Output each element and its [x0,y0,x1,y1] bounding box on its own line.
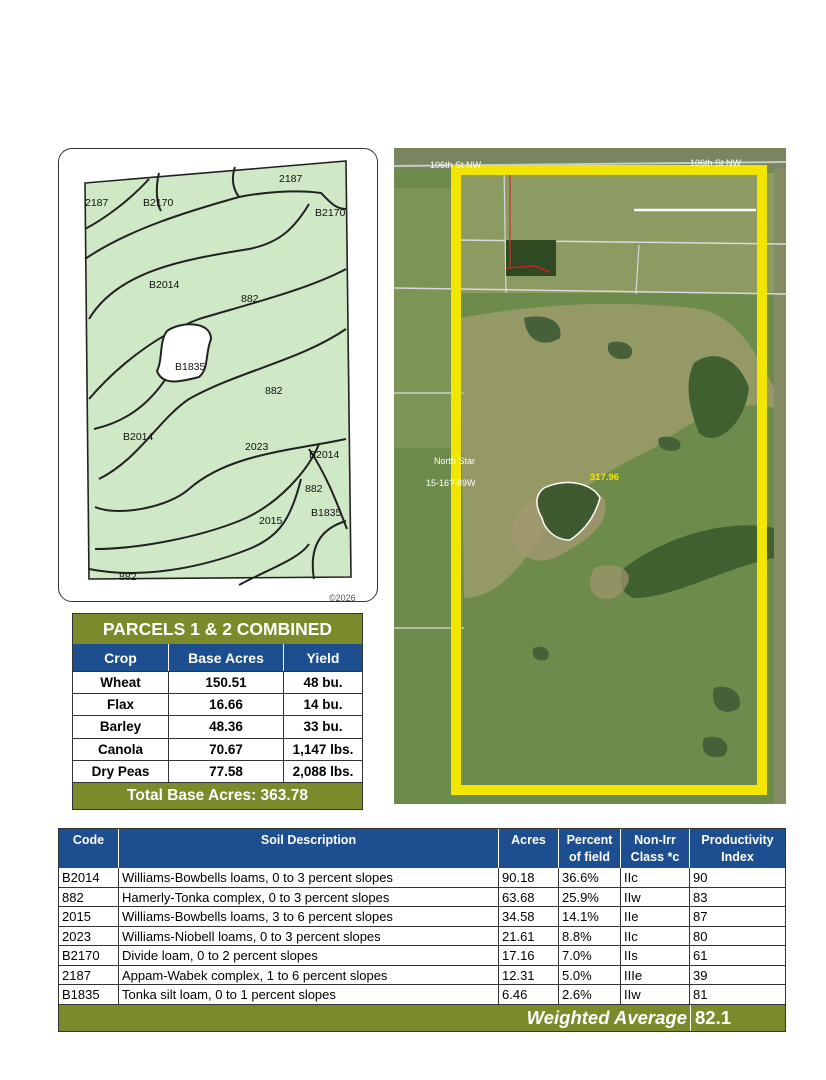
yield-cell: 14 bu. [303,697,343,713]
description-cell: Williams-Bowbells loams, 0 to 3 percent slopes [119,868,499,887]
acres-cell: 6.46 [499,985,559,1004]
table-row [73,694,362,716]
copyright-text: ©2026 [329,593,356,602]
header-cell: Non-Irr Class *c [621,829,690,868]
aerial-photo [394,148,786,804]
map-label: 882 [305,483,323,495]
acres-cell: 63.68 [499,888,559,907]
code-cell: 2015 [59,907,119,926]
map-label: 2015 [259,515,283,527]
index-cell: 90 [693,870,708,885]
yield-cell: 33 bu. [303,719,343,735]
acres-cell: 48.36 [169,716,284,737]
index-cell: 81 [693,987,708,1002]
yield-cell: 1,147 lbs. [292,741,354,757]
acre-label: 317.96 [590,472,620,483]
crop-table-header [73,644,362,672]
percent-cell: 2.6% [559,985,621,1004]
table-row [59,927,785,947]
soil-table [58,828,786,1032]
map-label: 2187 [85,197,109,209]
percent-cell: 5.0% [559,966,621,985]
weighted-average-row [59,1005,785,1031]
code-cell: B2014 [59,868,119,887]
weighted-average-value: 82.1 [695,1006,732,1028]
acres-cell: 21.61 [499,927,559,946]
map-label: B2014 [309,449,340,461]
map-label: B1835 [175,361,206,373]
index-cell: 39 [693,967,708,983]
acres-cell: 77.58 [169,761,284,782]
table-row [59,966,785,986]
map-label: 882 [265,385,283,397]
map-label: B1835 [311,507,342,519]
index-cell: 80 [693,928,708,944]
index-cell: 61 [693,948,708,963]
map-label: B2014 [149,279,180,291]
crop-table [72,613,363,810]
header-cell: Base Acres [169,644,284,671]
crop-table-title: PARCELS 1 & 2 COMBINED [73,614,362,644]
header-cell: Yield [306,650,340,666]
acres-cell: 70.67 [169,739,284,760]
table-row [73,716,362,738]
table-row [73,739,362,761]
place-label: 15-16?-89W [426,478,476,488]
description-cell: Divide loam, 0 to 2 percent slopes [119,946,499,965]
crop-cell: Flax [73,694,169,715]
class-cell: IIe [621,907,690,926]
table-row [73,672,362,694]
index-cell: 87 [693,909,708,924]
crop-cell: Wheat [73,672,169,693]
place-label: North Star [434,456,476,466]
weighted-average-label: Weighted Average [59,1005,691,1031]
code-cell: 882 [59,888,119,907]
index-cell: 83 [693,889,708,905]
description-cell: Williams-Bowbells loams, 3 to 6 percent slopes [119,907,499,926]
acres-cell: 150.51 [169,672,284,693]
soil-map [58,148,378,602]
acres-cell: 17.16 [499,946,559,965]
acres-cell: 16.66 [169,694,284,715]
road-label: 106th St NW [690,158,742,168]
code-cell: 2187 [59,966,119,985]
table-row [59,946,785,966]
acres-cell: 34.58 [499,907,559,926]
header-cell: Soil Description [119,829,499,868]
class-cell: IIc [621,868,690,887]
acres-cell: 90.18 [499,868,559,887]
header-cell: Percent of field [559,829,621,868]
crop-cell: Canola [73,739,169,760]
map-label: B2014 [123,431,154,443]
road-label: 106th St NW [430,160,482,170]
yield-cell: 2,088 lbs. [292,763,354,779]
table-row [73,761,362,783]
description-cell: Appam-Wabek complex, 1 to 6 percent slopes [119,966,499,985]
percent-cell: 25.9% [559,888,621,907]
class-cell: IIs [621,946,690,965]
table-row [59,888,785,908]
code-cell: B1835 [59,985,119,1004]
table-row [59,985,785,1005]
header-cell: Code [59,829,119,868]
class-cell: IIIe [621,966,690,985]
map-label: B2170 [315,207,346,219]
acres-cell: 12.31 [499,966,559,985]
table-row [59,907,785,927]
map-label: B2170 [143,197,174,209]
header-cell: Productivity Index [701,833,774,864]
crop-cell: Barley [73,716,169,737]
class-cell: IIc [621,927,690,946]
code-cell: B2170 [59,946,119,965]
map-label: 882 [241,293,259,305]
map-label: 2187 [279,173,303,185]
header-cell: Acres [499,829,559,868]
percent-cell: 14.1% [559,907,621,926]
percent-cell: 8.8% [559,927,621,946]
percent-cell: 36.6% [559,868,621,887]
yield-cell: 48 bu. [303,675,343,690]
header-cell: Crop [73,644,169,671]
percent-cell: 7.0% [559,946,621,965]
soil-table-header [59,829,785,868]
class-cell: IIw [621,985,690,1004]
crop-cell: Dry Peas [73,761,169,782]
map-label: 2023 [245,441,269,453]
code-cell: 2023 [59,927,119,946]
total-base-acres: Total Base Acres: 363.78 [73,783,362,809]
description-cell: Williams-Niobell loams, 0 to 3 percent slopes [119,927,499,946]
description-cell: Hamerly-Tonka complex, 0 to 3 percent slopes [119,888,499,907]
class-cell: IIw [621,888,690,907]
map-label: 882 [119,571,137,583]
description-cell: Tonka silt loam, 0 to 1 percent slopes [119,985,499,1004]
table-row [59,868,785,888]
